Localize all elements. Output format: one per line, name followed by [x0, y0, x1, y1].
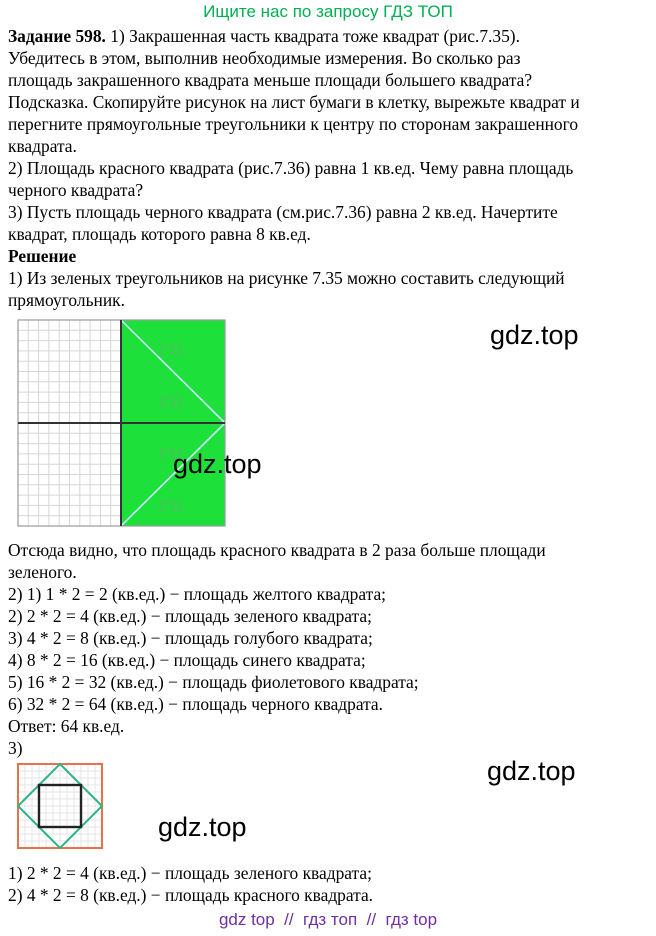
task-line: перегните прямоугольные треугольники к центру по сторонам закрашенного: [8, 114, 579, 134]
task-line-1: [8, 25, 520, 47]
figure-watermark: ru: [158, 385, 184, 414]
task-title: Задание 598.: [8, 26, 106, 46]
search-banner: Ищите нас по запросу ГДЗ ТОП: [203, 2, 453, 21]
task-line: площадь закрашенного квадрата меньше площади большего квадрата?: [8, 70, 533, 90]
part2-line: 4) 8 * 2 = 16 (кв.ед.) − площадь синего квадрата;: [8, 650, 366, 670]
task-line: квадрата.: [8, 136, 77, 156]
solution-intro-line: прямоугольник.: [8, 290, 125, 310]
part2-line: 3) 4 * 2 = 8 (кв.ед.) − площадь голубого квадрата;: [8, 628, 373, 648]
task-line: Убедитесь в этом, выполнив необходимые измерения. Во сколько раз: [8, 48, 521, 68]
task-line: 2) Площадь красного квадрата (рис.7.36) равна 1 кв.ед. Чему равна площадь: [8, 158, 574, 178]
solution-intro-line: 1) Из зеленых треугольников на рисунке 7.35 можно составить следующий: [8, 268, 565, 288]
figure-grid: [18, 764, 102, 848]
watermark: gdz.top: [158, 812, 247, 842]
part3-line: 2) 4 * 2 = 8 (кв.ед.) − площадь красного квадрата.: [8, 885, 374, 905]
solution-heading: Решение: [8, 246, 77, 266]
conclusion-line: зеленого.: [8, 562, 77, 582]
task-line: Подсказка. Скопируйте рисунок на лист бумаги в клетку, вырежьте квадрат и: [8, 92, 580, 112]
part2-line: 2) 1) 1 * 2 = 2 (кв.ед.) − площадь желтого квадрата;: [8, 584, 387, 604]
figure-watermark: ru: [158, 489, 184, 518]
footer-links[interactable]: gdz top // гдз топ // гдз top: [218, 910, 438, 929]
rectangle-figure: [14, 316, 228, 530]
answer: Ответ: 64 кв.ед.: [8, 716, 125, 736]
watermark: gdz.top: [487, 756, 576, 786]
task-line: 3) Пусть площадь черного квадрата (см.рис.7.36) равна 2 кв.ед. Начертите: [8, 202, 558, 222]
watermark: gdz.top: [173, 449, 262, 479]
part2-line: 2) 2 * 2 = 4 (кв.ед.) − площадь зеленого квадрата;: [8, 606, 372, 626]
task-line: черного квадрата?: [8, 180, 144, 200]
task-line: квадрат, площадь которого равна 8 кв.ед.: [8, 224, 311, 244]
part3-label: 3): [8, 738, 23, 758]
task-line-1-text: 1) Закрашенная часть квадрата тоже квадрат (рис.7.35).: [105, 26, 520, 46]
part2-line: 5) 16 * 2 = 32 (кв.ед.) − площадь фиолетового квадрата;: [8, 672, 419, 692]
nested-squares-figure: [14, 760, 130, 852]
conclusion-line: Отсюда видно, что площадь красного квадрата в 2 раза больше площади: [8, 540, 546, 560]
figure-watermark: ru: [158, 437, 184, 466]
part3-line: 1) 2 * 2 = 4 (кв.ед.) − площадь зеленого квадрата;: [8, 863, 372, 883]
figure-watermark: ru: [158, 333, 184, 362]
part2-line: 6) 32 * 2 = 64 (кв.ед.) − площадь черного квадрата.: [8, 694, 383, 714]
watermark: gdz.top: [490, 320, 579, 350]
